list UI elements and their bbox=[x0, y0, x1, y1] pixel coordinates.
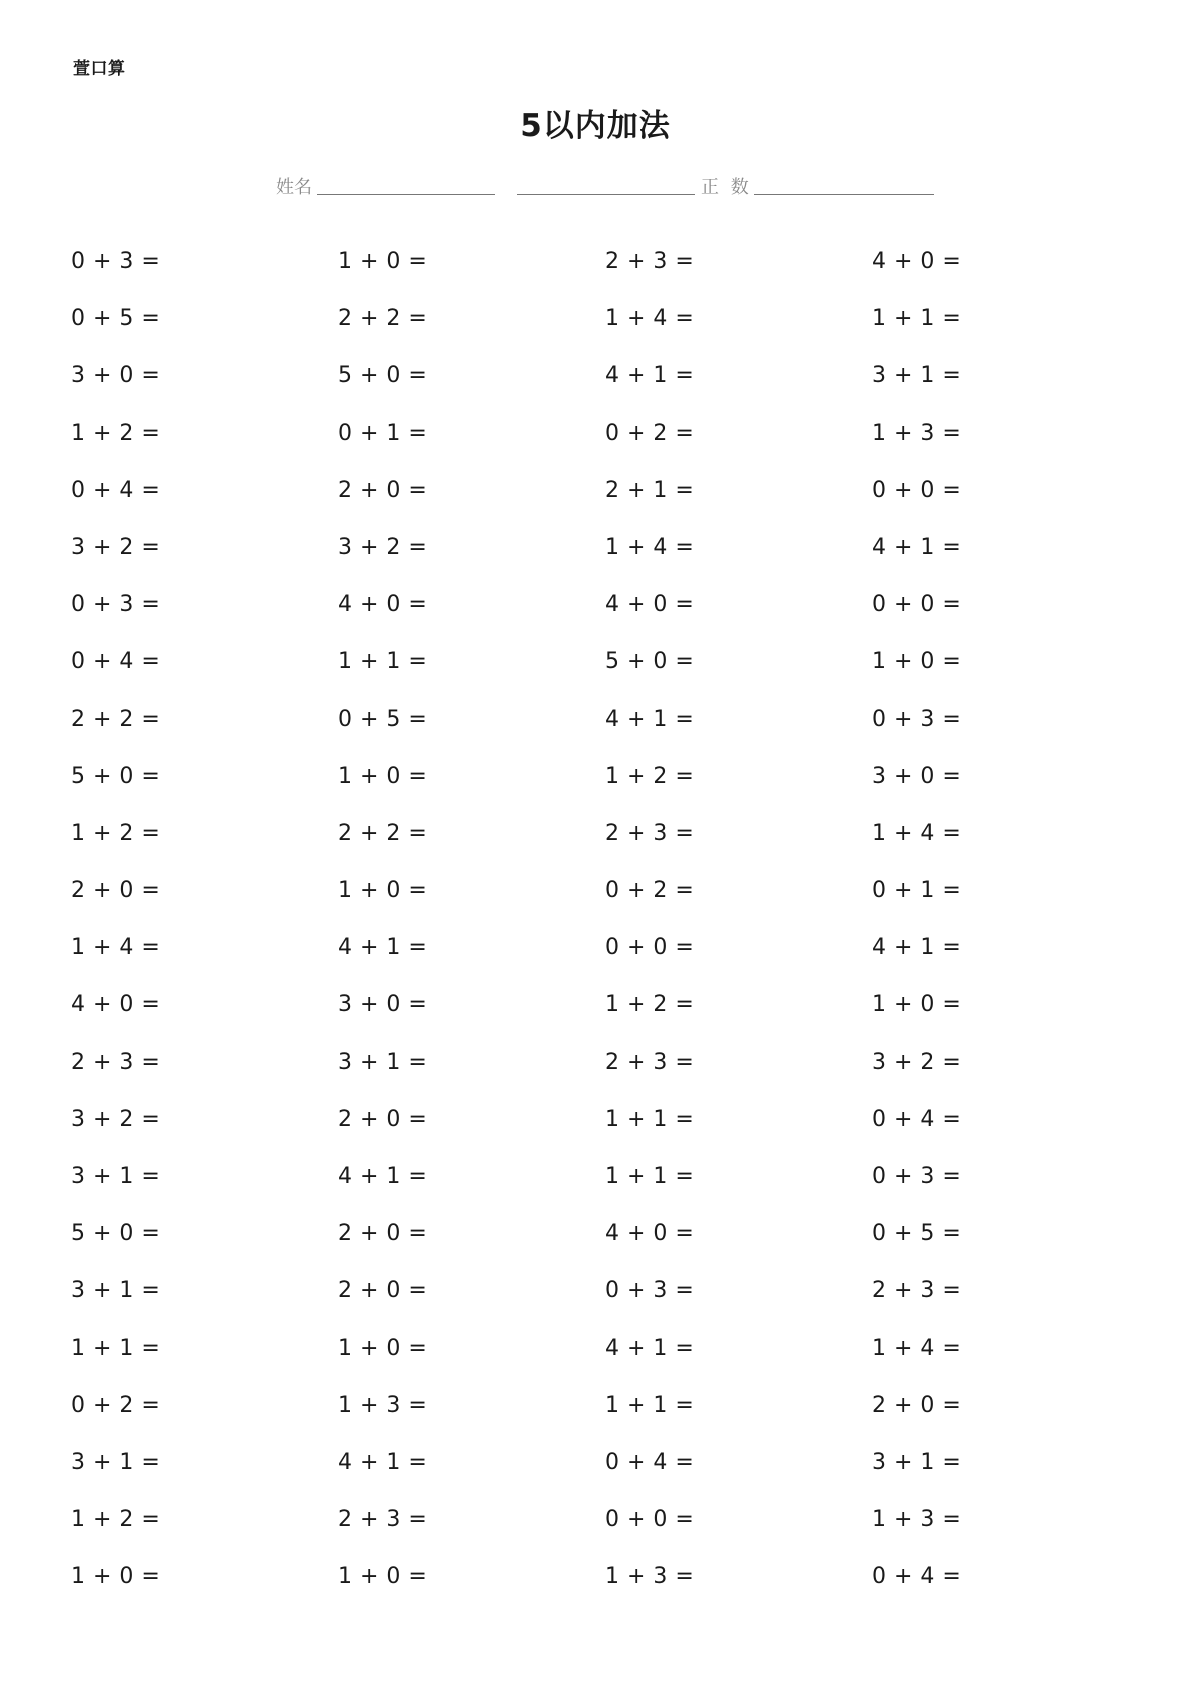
problem-item: 5 + 0 = bbox=[71, 763, 161, 789]
problem-item: 0 + 4 = bbox=[872, 1564, 962, 1590]
problem-item: 1 + 2 = bbox=[71, 1507, 161, 1533]
name-input-line[interactable] bbox=[317, 194, 495, 195]
problem-item: 1 + 0 = bbox=[338, 878, 428, 904]
student-info-row bbox=[0, 176, 1191, 206]
problem-item: 1 + 0 = bbox=[338, 763, 428, 789]
problem-item: 1 + 3 = bbox=[338, 1392, 428, 1418]
problem-item: 1 + 0 = bbox=[338, 1564, 428, 1590]
problem-item: 1 + 2 = bbox=[605, 763, 695, 789]
problem-item: 0 + 0 = bbox=[605, 935, 695, 961]
problem-item: 3 + 1 = bbox=[872, 363, 962, 389]
problem-item: 3 + 2 = bbox=[872, 1049, 962, 1075]
problem-item: 1 + 0 = bbox=[872, 992, 962, 1018]
problem-item: 2 + 3 = bbox=[605, 820, 695, 846]
problem-item: 1 + 1 = bbox=[71, 1335, 161, 1361]
problem-item: 2 + 0 = bbox=[338, 1106, 428, 1132]
problem-item: 4 + 1 = bbox=[338, 935, 428, 961]
problem-item: 1 + 0 = bbox=[71, 1564, 161, 1590]
problem-item: 4 + 1 = bbox=[338, 1164, 428, 1189]
problem-item: 1 + 4 = bbox=[605, 306, 695, 332]
problem-item: 1 + 2 = bbox=[71, 820, 161, 846]
problem-item: 4 + 0 = bbox=[605, 1221, 695, 1247]
problem-item: 1 + 2 = bbox=[605, 992, 695, 1018]
problem-item: 0 + 3 = bbox=[605, 1278, 695, 1304]
problem-item: 3 + 0 = bbox=[338, 992, 428, 1018]
problem-item: 1 + 4 = bbox=[872, 820, 962, 846]
problem-item: 1 + 4 = bbox=[605, 534, 695, 560]
problem-item: 0 + 5 = bbox=[71, 306, 161, 332]
problem-grid bbox=[71, 238, 1151, 1611]
problem-item: 2 + 3 = bbox=[872, 1278, 962, 1304]
problem-item: 3 + 1 = bbox=[71, 1278, 161, 1304]
problem-item: 1 + 4 = bbox=[872, 1335, 962, 1361]
problem-item: 1 + 3 = bbox=[872, 1507, 962, 1533]
problem-item: 1 + 3 = bbox=[872, 420, 962, 446]
problem-item: 4 + 0 = bbox=[872, 249, 962, 274]
problem-item: 4 + 1 = bbox=[605, 1335, 695, 1361]
problem-item: 2 + 0 = bbox=[338, 477, 428, 503]
problem-item: 2 + 3 = bbox=[338, 1507, 428, 1533]
problem-item: 3 + 1 = bbox=[338, 1049, 428, 1075]
problem-item: 0 + 5 = bbox=[338, 706, 428, 732]
problem-item: 0 + 3 = bbox=[872, 1164, 962, 1189]
problem-item: 3 + 0 = bbox=[872, 763, 962, 789]
problem-item: 0 + 2 = bbox=[605, 420, 695, 446]
problem-item: 4 + 0 = bbox=[71, 992, 161, 1018]
problem-item: 2 + 0 = bbox=[71, 878, 161, 904]
problem-item: 4 + 1 = bbox=[605, 706, 695, 732]
problem-item: 1 + 2 = bbox=[71, 420, 161, 446]
problem-item: 2 + 0 = bbox=[338, 1221, 428, 1247]
correct-count-input-line[interactable] bbox=[754, 194, 934, 195]
name-label: 姓名 bbox=[276, 177, 312, 198]
problem-item: 4 + 1 = bbox=[872, 935, 962, 961]
problem-item: 2 + 0 = bbox=[338, 1278, 428, 1304]
problem-item: 3 + 0 = bbox=[71, 363, 161, 389]
problem-item: 1 + 1 = bbox=[872, 306, 962, 332]
problem-item: 2 + 2 = bbox=[338, 306, 428, 332]
problem-item: 0 + 2 = bbox=[605, 878, 695, 904]
problem-item: 3 + 2 = bbox=[338, 534, 428, 560]
problem-item: 1 + 1 = bbox=[605, 1164, 695, 1189]
problem-item: 3 + 1 = bbox=[71, 1164, 161, 1189]
problem-item: 0 + 1 = bbox=[872, 878, 962, 904]
problem-item: 2 + 3 = bbox=[71, 1049, 161, 1075]
problem-item: 2 + 3 = bbox=[605, 249, 695, 274]
problem-item: 4 + 1 = bbox=[605, 363, 695, 389]
problem-item: 1 + 1 = bbox=[605, 1392, 695, 1418]
problem-item: 3 + 1 = bbox=[71, 1449, 161, 1475]
problem-item: 0 + 4 = bbox=[71, 649, 161, 675]
problem-item: 0 + 3 = bbox=[71, 249, 161, 274]
problem-item: 0 + 0 = bbox=[605, 1507, 695, 1533]
problem-item: 1 + 1 = bbox=[605, 1106, 695, 1132]
problem-item: 2 + 0 = bbox=[872, 1392, 962, 1418]
problem-item: 0 + 3 = bbox=[71, 592, 161, 618]
problem-item: 0 + 5 = bbox=[872, 1221, 962, 1247]
problem-item: 0 + 4 = bbox=[605, 1449, 695, 1475]
problem-item: 2 + 2 = bbox=[71, 706, 161, 732]
problem-item: 2 + 2 = bbox=[338, 820, 428, 846]
correct-count-label: 正 数 bbox=[701, 177, 752, 198]
problem-item: 1 + 0 = bbox=[872, 649, 962, 675]
problem-item: 3 + 2 = bbox=[71, 534, 161, 560]
problem-item: 0 + 4 = bbox=[71, 477, 161, 503]
problem-item: 3 + 2 = bbox=[71, 1106, 161, 1132]
problem-item: 3 + 1 = bbox=[872, 1449, 962, 1475]
problem-item: 1 + 1 = bbox=[338, 649, 428, 675]
problem-item: 4 + 0 = bbox=[605, 592, 695, 618]
problem-item: 2 + 3 = bbox=[605, 1049, 695, 1075]
blank-input-line[interactable] bbox=[517, 194, 695, 195]
problem-item: 5 + 0 = bbox=[71, 1221, 161, 1247]
problem-item: 4 + 0 = bbox=[338, 592, 428, 618]
problem-item: 1 + 0 = bbox=[338, 249, 428, 274]
problem-item: 1 + 4 = bbox=[71, 935, 161, 961]
problem-item: 0 + 1 = bbox=[338, 420, 428, 446]
problem-item: 0 + 4 = bbox=[872, 1106, 962, 1132]
header-label: 萱口算 bbox=[73, 59, 126, 79]
problem-item: 4 + 1 = bbox=[338, 1449, 428, 1475]
problem-item: 5 + 0 = bbox=[338, 363, 428, 389]
problem-item: 0 + 2 = bbox=[71, 1392, 161, 1418]
problem-item: 0 + 0 = bbox=[872, 477, 962, 503]
problem-item: 2 + 1 = bbox=[605, 477, 695, 503]
page-title: 5以内加法 bbox=[520, 108, 671, 144]
problem-item: 1 + 0 = bbox=[338, 1335, 428, 1361]
problem-item: 5 + 0 = bbox=[605, 649, 695, 675]
problem-item: 4 + 1 = bbox=[872, 534, 962, 560]
problem-item: 0 + 3 = bbox=[872, 706, 962, 732]
problem-item: 0 + 0 = bbox=[872, 592, 962, 618]
problem-item: 1 + 3 = bbox=[605, 1564, 695, 1590]
